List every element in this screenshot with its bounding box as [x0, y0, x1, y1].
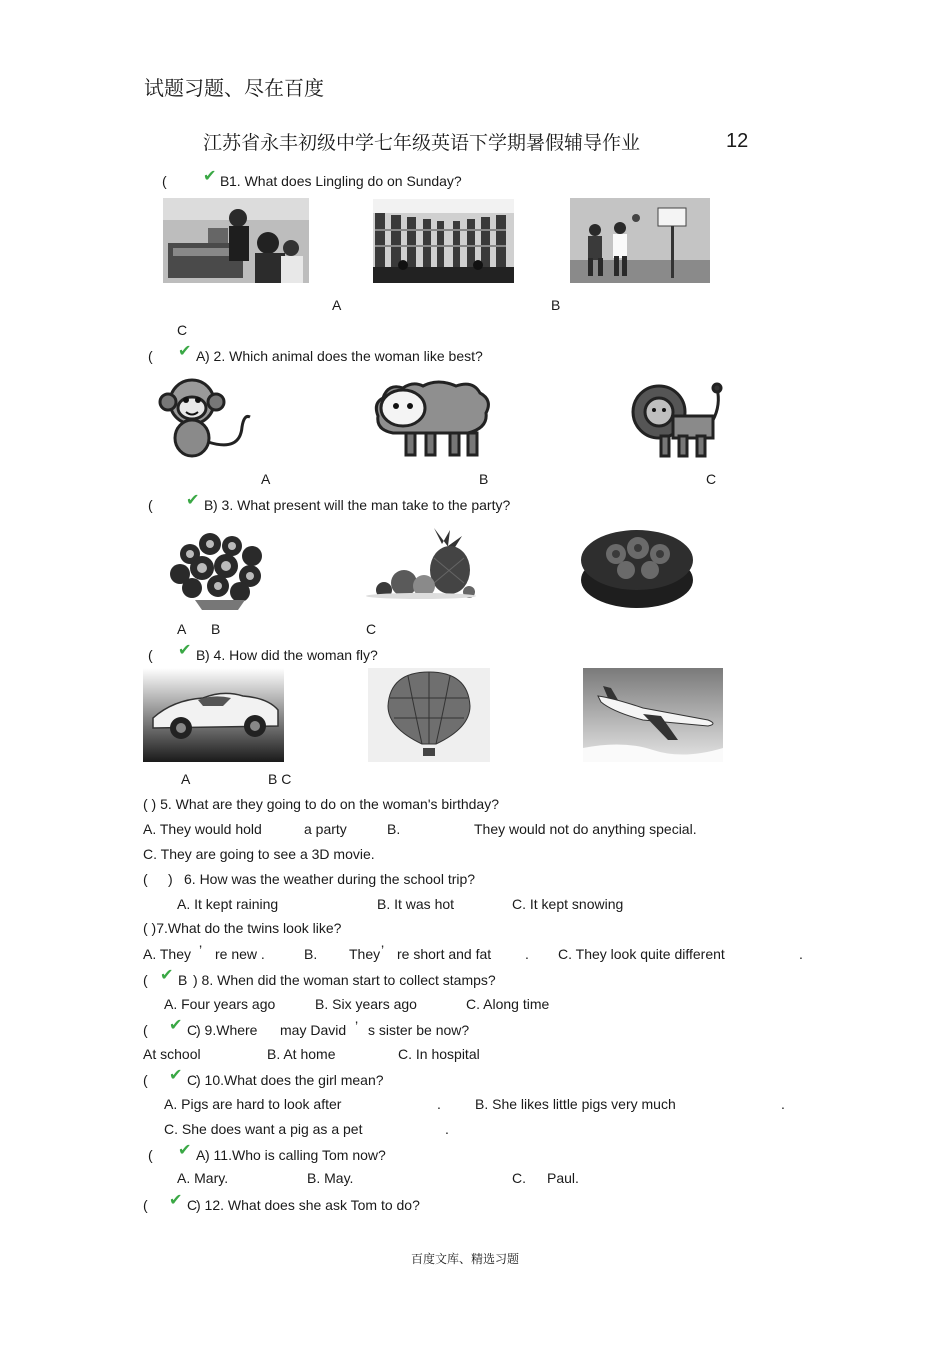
- q7-question: ( )7.What do the twins look like?: [143, 920, 342, 936]
- q8-answer: B: [178, 972, 188, 988]
- q4-option-c-image: [583, 668, 723, 762]
- q4-option-b-image: [368, 668, 490, 762]
- q1-option-b-image: [373, 199, 514, 283]
- q10-option-c-period: .: [445, 1121, 449, 1137]
- q4-label-a: A: [181, 771, 191, 787]
- check-icon: ✔: [203, 168, 217, 185]
- q7-option-b-letter: B.: [304, 946, 318, 962]
- q3-paren: (: [148, 497, 153, 513]
- q11-question: ) 11.Who is calling Tom now?: [205, 1147, 386, 1163]
- q11-option-b: B. May.: [307, 1170, 354, 1186]
- q2-label-b: B: [479, 471, 489, 487]
- q4-paren: (: [148, 647, 153, 663]
- q11-option-c-text: Paul.: [547, 1170, 579, 1186]
- q10-option-a: A. Pigs are hard to look after: [164, 1096, 342, 1112]
- check-icon: ✔: [160, 967, 174, 984]
- page-header: 试题习题、尽在百度: [144, 76, 324, 100]
- q6-option-b: B. It was hot: [377, 896, 455, 912]
- check-icon: ✔: [178, 343, 192, 360]
- q9-option-a: At school: [143, 1046, 201, 1062]
- q7-option-c-period: .: [799, 946, 803, 962]
- q9-paren: (: [143, 1022, 148, 1038]
- q9-answer: C: [187, 1022, 198, 1038]
- q8-option-a: A. Four years ago: [164, 996, 276, 1012]
- q1-label-b: B: [551, 297, 561, 313]
- q8-question: ) 8. When did the woman start to collect stamps?: [193, 972, 496, 988]
- q4-question: ) 4. How did the woman fly?: [205, 647, 378, 663]
- q7-option-a-part2: re new .: [215, 946, 265, 962]
- q12-answer: C: [187, 1197, 198, 1213]
- q4-option-a-image: [143, 668, 284, 762]
- q3-option-b-image: [364, 528, 479, 600]
- q8-option-c: C. Along time: [466, 996, 550, 1012]
- q1-paren: (: [162, 173, 167, 189]
- q9-option-b: B. At home: [267, 1046, 336, 1062]
- q11-option-a: A. Mary.: [177, 1170, 229, 1186]
- q1-question: 1. What does Lingling do on Sunday?: [229, 173, 462, 189]
- q6-paren-open: (: [143, 871, 148, 887]
- q5-option-a-part1: A. They would hold: [143, 821, 262, 837]
- q7-option-b-part1: They: [349, 946, 381, 962]
- q3-answer: B: [204, 497, 214, 513]
- q12-question: ) 12. What does she ask Tom to do?: [196, 1197, 420, 1213]
- q6-option-c: C. It kept snowing: [512, 896, 624, 912]
- q5-question: ( ) 5. What are they going to do on the woman's birthday?: [143, 796, 499, 812]
- q2-label-a: A: [261, 471, 271, 487]
- q3-label-c: C: [366, 621, 377, 637]
- q10-option-a-period: .: [437, 1096, 441, 1112]
- q2-label-c: C: [706, 471, 717, 487]
- q1-label-a: A: [332, 297, 342, 313]
- q10-paren: (: [143, 1072, 148, 1088]
- check-icon: ✔: [178, 642, 192, 659]
- q2-option-c-image: [621, 380, 727, 462]
- q9-question-part1: ) 9.Where: [196, 1022, 258, 1038]
- q8-option-b: B. Six years ago: [315, 996, 417, 1012]
- q5-option-b-text: They would not do anything special.: [474, 821, 697, 837]
- q9-question-part2: may David: [280, 1022, 347, 1038]
- q10-question: ) 10.What does the girl mean?: [196, 1072, 384, 1088]
- q2-option-b-image: [368, 378, 494, 462]
- q9-option-c: C. In hospital: [398, 1046, 480, 1062]
- q9-question-apostrophe: ’: [355, 1018, 359, 1034]
- q8-paren: (: [143, 972, 148, 988]
- q2-option-a-image: [150, 372, 256, 462]
- check-icon: ✔: [169, 1017, 183, 1034]
- q3-question: ) 3. What present will the man take to the party?: [213, 497, 511, 513]
- q5-option-b-letter: B.: [387, 821, 401, 837]
- q3-option-c-image: [578, 520, 696, 612]
- q7-option-a-part1: A. They: [143, 946, 191, 962]
- q3-label-a: A: [177, 621, 187, 637]
- q1-label-c: C: [177, 322, 188, 338]
- q11-option-c-letter: C.: [512, 1170, 526, 1186]
- q4-answer: B: [196, 647, 206, 663]
- q10-answer: C: [187, 1072, 198, 1088]
- q4-label-bc: B C: [268, 771, 292, 787]
- page-number: 12: [726, 130, 749, 152]
- q1-option-a-image: [163, 198, 309, 283]
- q2-paren: (: [148, 348, 153, 364]
- page-footer: 百度文库、精选习题: [411, 1252, 520, 1266]
- q10-option-b: B. She likes little pigs very much: [475, 1096, 676, 1112]
- q3-option-a-image: [160, 524, 280, 612]
- q2-answer: A: [196, 348, 206, 364]
- page-title: 江苏省永丰初级中学七年级英语下学期暑假辅导作业: [203, 132, 641, 154]
- q1-answer: B: [220, 173, 230, 189]
- q7-option-b-part2: re short and fat: [397, 946, 492, 962]
- q10-option-c: C. She does want a pig as a pet: [164, 1121, 363, 1137]
- q10-option-b-period: .: [781, 1096, 785, 1112]
- q7-option-b-apostrophe: ’: [381, 942, 385, 958]
- check-icon: ✔: [186, 492, 200, 509]
- check-icon: ✔: [169, 1192, 183, 1209]
- q5-option-c: C. They are going to see a 3D movie.: [143, 846, 375, 862]
- q12-paren: (: [143, 1197, 148, 1213]
- q6-paren-close: ): [168, 871, 173, 887]
- q7-option-c: C. They look quite different: [558, 946, 725, 962]
- q1-option-c-image: [570, 198, 710, 283]
- q5-option-a-part2: a party: [304, 821, 347, 837]
- q9-question-part3: s sister be now?: [368, 1022, 470, 1038]
- q3-label-b: B: [211, 621, 221, 637]
- q7-option-b-period: .: [525, 946, 529, 962]
- q6-question: 6. How was the weather during the school trip?: [184, 871, 476, 887]
- q6-option-a: A. It kept raining: [177, 896, 279, 912]
- check-icon: ✔: [178, 1142, 192, 1159]
- q11-paren: (: [148, 1147, 153, 1163]
- check-icon: ✔: [169, 1067, 183, 1084]
- q2-question: ) 2. Which animal does the woman like best?: [205, 348, 483, 364]
- q7-option-a-apostrophe: ’: [199, 942, 203, 958]
- q11-answer: A: [196, 1147, 206, 1163]
